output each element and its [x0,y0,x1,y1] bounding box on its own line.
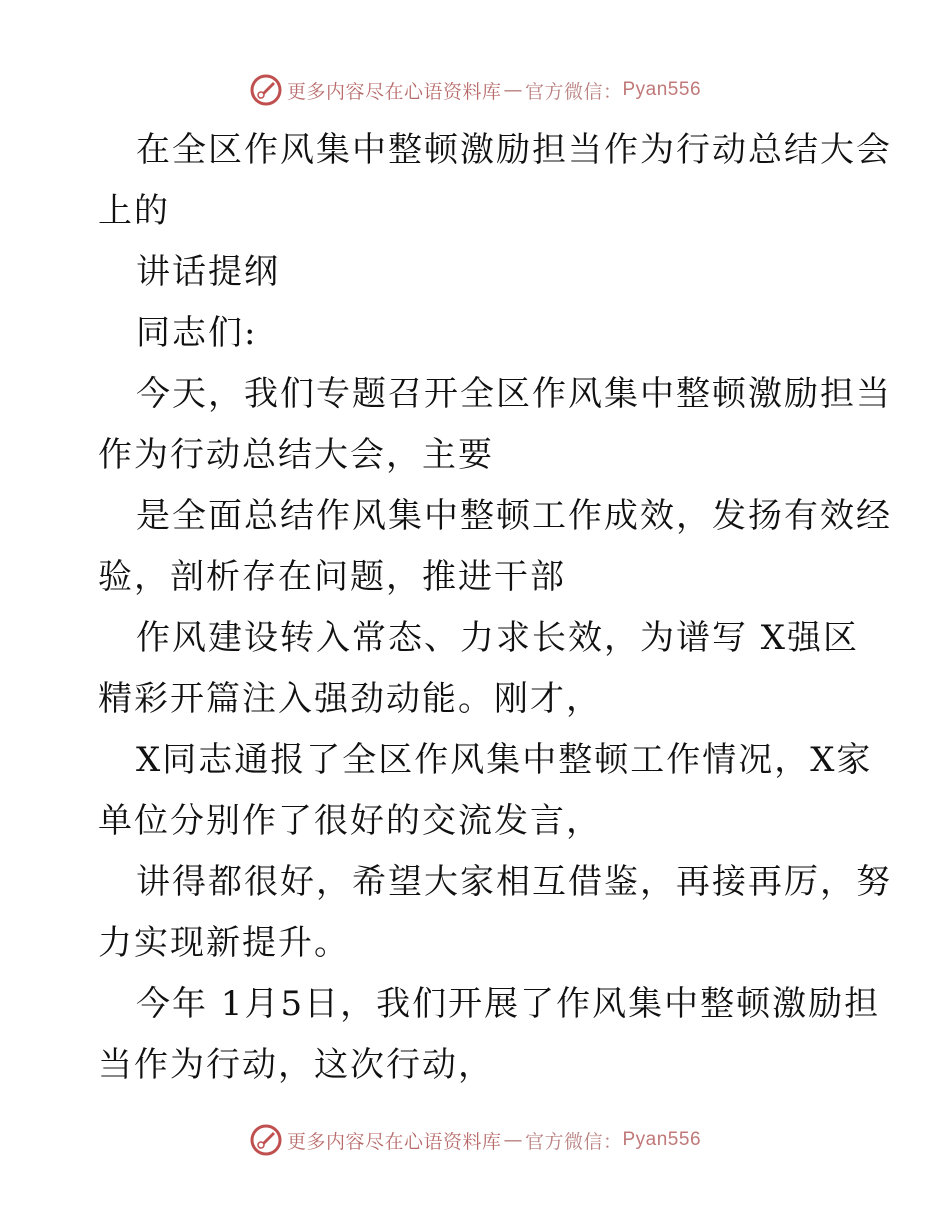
quill-logo-icon [249,73,283,107]
text-line-content: 力实现新提升。 [98,923,350,963]
text-line [98,913,858,974]
text-line-content: 今天，我们专题召开全区作风集中整顿激励担当 [136,374,892,414]
text-line [98,852,892,913]
watermark-text: 更多内容尽在心语资料库 [286,80,502,103]
text-line-content: 上的 [98,191,170,231]
text-line [98,1035,858,1096]
text-line-content: 在全区作风集中整顿激励担当作为行动总结大会 [136,130,892,170]
text-line-content: 讲得都很好，希望大家相互借鉴，再接再厉，努 [136,862,892,902]
text-line [98,730,873,791]
text-line-content: 当作为行动，这次行动， [98,1045,494,1085]
text-line-content: 是全面总结作风集中整顿工作成效，发扬有效经 [136,496,892,536]
text-line [98,242,858,303]
watermark-text: 更多内容尽在心语资料库 [286,1130,502,1153]
text-line [98,791,858,852]
document-body [98,120,892,1096]
text-line-content: 精彩开篇注入强劲动能。刚才， [98,679,602,719]
footer-watermark [0,1120,950,1160]
text-line [98,425,858,486]
watermark-separator: — [503,79,523,101]
watermark-label: 官方微信： [524,1130,623,1153]
watermark-separator: — [503,1129,523,1151]
quill-logo-icon [249,1123,283,1157]
text-line-content: 今年 1月5日，我们开展了作风集中整顿激励担 [136,984,881,1024]
watermark-wechat-id: Pyan556 [622,1129,702,1150]
text-line-content: X同志通报了全区作风集中整顿工作情况，X家 [136,740,873,780]
text-line [98,974,881,1035]
watermark-wechat-id: Pyan556 [622,79,702,100]
text-line-content: 作风建设转入常态、力求长效，为谱写 X强区 [136,618,860,658]
text-line [98,547,858,608]
text-line [98,303,858,364]
text-line [98,120,892,181]
text-line-content: 作为行动总结大会，主要 [98,435,494,475]
text-line-content: 验，剖析存在问题，推进干部 [98,557,566,597]
text-line [98,486,892,547]
text-line [98,669,858,730]
text-line-content: 讲话提纲 [136,252,280,292]
text-line [98,608,858,669]
watermark-label: 官方微信： [524,80,623,103]
text-line-content: 单位分别作了很好的交流发言， [98,801,602,841]
text-line-content: 同志们: [136,313,258,353]
text-line [98,181,858,242]
text-line [98,364,892,425]
header-watermark [0,70,950,110]
